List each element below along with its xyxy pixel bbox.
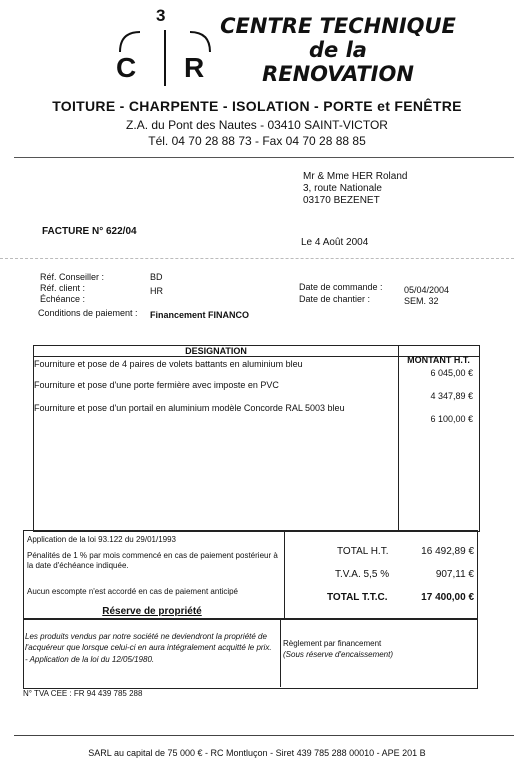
penalties-line-1: Pénalités de 1 % par mois commencé en cas de paiement postérieur à [27, 551, 278, 560]
page-fold [0, 258, 514, 259]
advisor-ref-label: Réf. Conseiller : [40, 272, 105, 282]
company-phone: Tél. 04 70 28 88 73 - Fax 04 70 28 88 85 [148, 134, 366, 148]
order-date-value: 05/04/2004 [404, 285, 450, 295]
footer-legal: SARL au capital de 75 000 € - RC Montluçon - Siret 439 785 288 00010 - APE 201 B [88, 748, 426, 758]
item-amount-2: 4 347,89 € [430, 391, 473, 401]
invoice-number: FACTURE N° 622/04 [42, 226, 137, 237]
item-designation-3: Fourniture et pose d'un portail en aluminium modèle Concorde RAL 5003 bleu [34, 403, 345, 413]
company-logo [110, 6, 220, 86]
advisor-ref-value: BD [150, 272, 163, 282]
item-amount-1: 6 045,00 € [430, 368, 473, 378]
client-ref-value: HR [150, 286, 163, 296]
company-address: Z.A. du Pont des Nautes - 03410 SAINT-VICTOR [126, 118, 388, 132]
company-name-line-2: de la [309, 38, 367, 62]
penalties-line-2: la date d'échéance indiquée. [27, 561, 129, 570]
reserve-text-1: Les produits vendus par notre société ne deviendront la propriété de [25, 632, 267, 641]
reserve-box [23, 618, 478, 689]
site-date-label: Date de chantier : [299, 294, 371, 304]
trades-banner: TOITURE - CHARPENTE - ISOLATION - PORTE et FENÊTRE [52, 98, 462, 114]
payment-terms-label: Conditions de paiement : [38, 308, 138, 318]
company-name-line-3: RENOVATION [262, 62, 414, 86]
recipient-name: Mr & Mme HER Roland [303, 171, 408, 182]
total-ht-label: TOTAL H.T. [337, 546, 389, 557]
law-reference: Application de la loi 93.122 du 29/01/1993 [27, 535, 177, 544]
company-name-line-1: CENTRE TECHNIQUE [220, 14, 456, 38]
payment-method: Règlement par financement [283, 639, 382, 648]
reserve-title: Réserve de propriété [102, 606, 202, 617]
item-designation-1: Fourniture et pose de 4 paires de volets battants en aluminium bleu [34, 359, 303, 369]
item-amount-3: 6 100,00 € [430, 414, 473, 424]
reserve-text-2: l'acquéreur que lorsque celui-ci en aura intégralement acquitté le prix. [25, 643, 272, 652]
footer-divider [14, 735, 514, 736]
reserve-text-3: - Application de la loi du 12/05/1980. [25, 655, 155, 664]
header-divider [14, 157, 514, 158]
recipient-street: 3, route Nationale [303, 183, 382, 194]
payment-reserve-note: (Sous réserve d'encaissement) [283, 650, 394, 659]
payment-terms-value: Financement FINANCO [150, 310, 250, 320]
logo-letter-c: C [116, 52, 137, 83]
item-designation-2: Fourniture et pose d'une porte fermière avec imposte en PVC [34, 380, 279, 390]
reserve-divider [280, 618, 281, 687]
order-date-label: Date de commande : [299, 282, 383, 292]
invoice-date: Le 4 Août 2004 [301, 237, 369, 248]
table-column-divider [398, 345, 399, 531]
logo-superscript: 3 [156, 6, 166, 25]
amount-header: MONTANT H.T. [407, 355, 470, 365]
terms-divider [284, 530, 285, 618]
total-ttc-value: 17 400,00 € [421, 592, 474, 603]
recipient-city: 03170 BEZENET [303, 195, 380, 206]
vat-number: N° TVA CEE : FR 94 439 785 288 [23, 689, 143, 698]
designation-header: DESIGNATION [185, 346, 247, 356]
total-ttc-label: TOTAL T.T.C. [327, 592, 388, 603]
vat-value: 907,11 € [435, 569, 474, 580]
vat-label: T.V.A. 5,5 % [335, 569, 390, 580]
due-date-label: Échéance : [40, 294, 86, 304]
client-ref-label: Réf. client : [40, 283, 86, 293]
logo-letter-r: R [184, 52, 205, 83]
discount-note: Aucun escompte n'est accordé en cas de paiement anticipé [27, 587, 238, 596]
total-ht-value: 16 492,89 € [421, 546, 474, 557]
site-date-value: SEM. 32 [404, 296, 439, 306]
